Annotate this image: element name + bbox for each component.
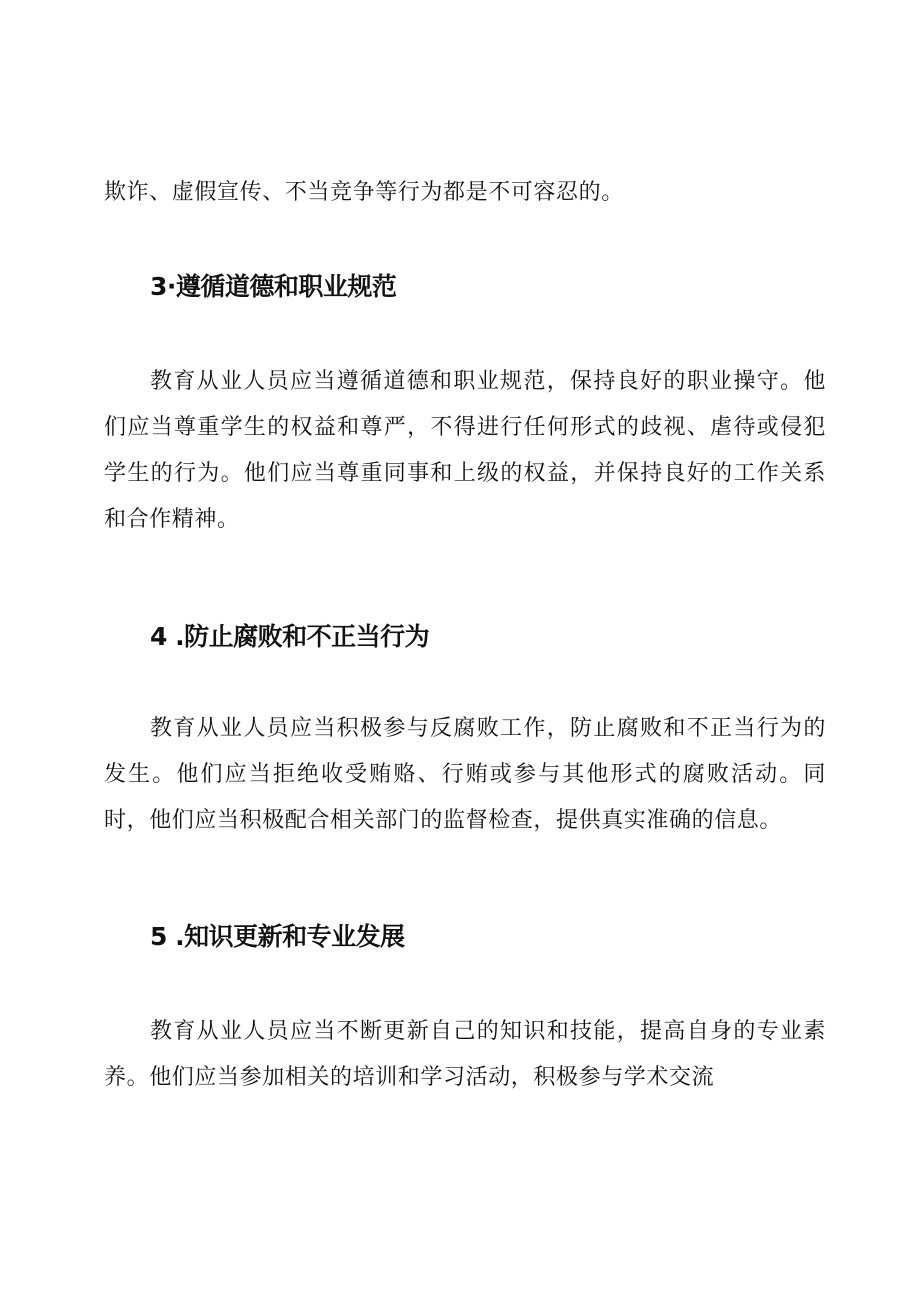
section-heading-3: 3·遵循道德和职业规范 [150, 272, 397, 301]
section-heading-5: 5 .知识更新和专业发展 [150, 922, 405, 951]
section-body-4: 教育从业人员应当积极参与反腐败工作，防止腐败和不正当行为的发生。他们应当拒绝收受贿赂、行贿或参与其他形式的腐败活动。同时，他们应当积极配合相关部门的监督检查，提供真实准确的信息。 [104, 716, 826, 833]
section-heading-4: 4 .防止腐败和不正当行为 [150, 622, 430, 651]
continuation-paragraph: 欺诈、虚假宣传、不当竞争等行为都是不可容忍的。 [104, 180, 624, 205]
section-body-5: 教育从业人员应当不断更新自己的知识和技能，提高自身的专业素养。他们应当参加相关的培训和学习活动，积极参与学术交流 [104, 1019, 826, 1090]
section-body-3: 教育从业人员应当遵循道德和职业规范，保持良好的职业操守。他们应当尊重学生的权益和尊严，不得进行任何形式的歧视、虐待或侵犯学生的行为。他们应当尊重同事和上级的权益，并保持良好的工作关系和合作精神。 [104, 369, 826, 532]
